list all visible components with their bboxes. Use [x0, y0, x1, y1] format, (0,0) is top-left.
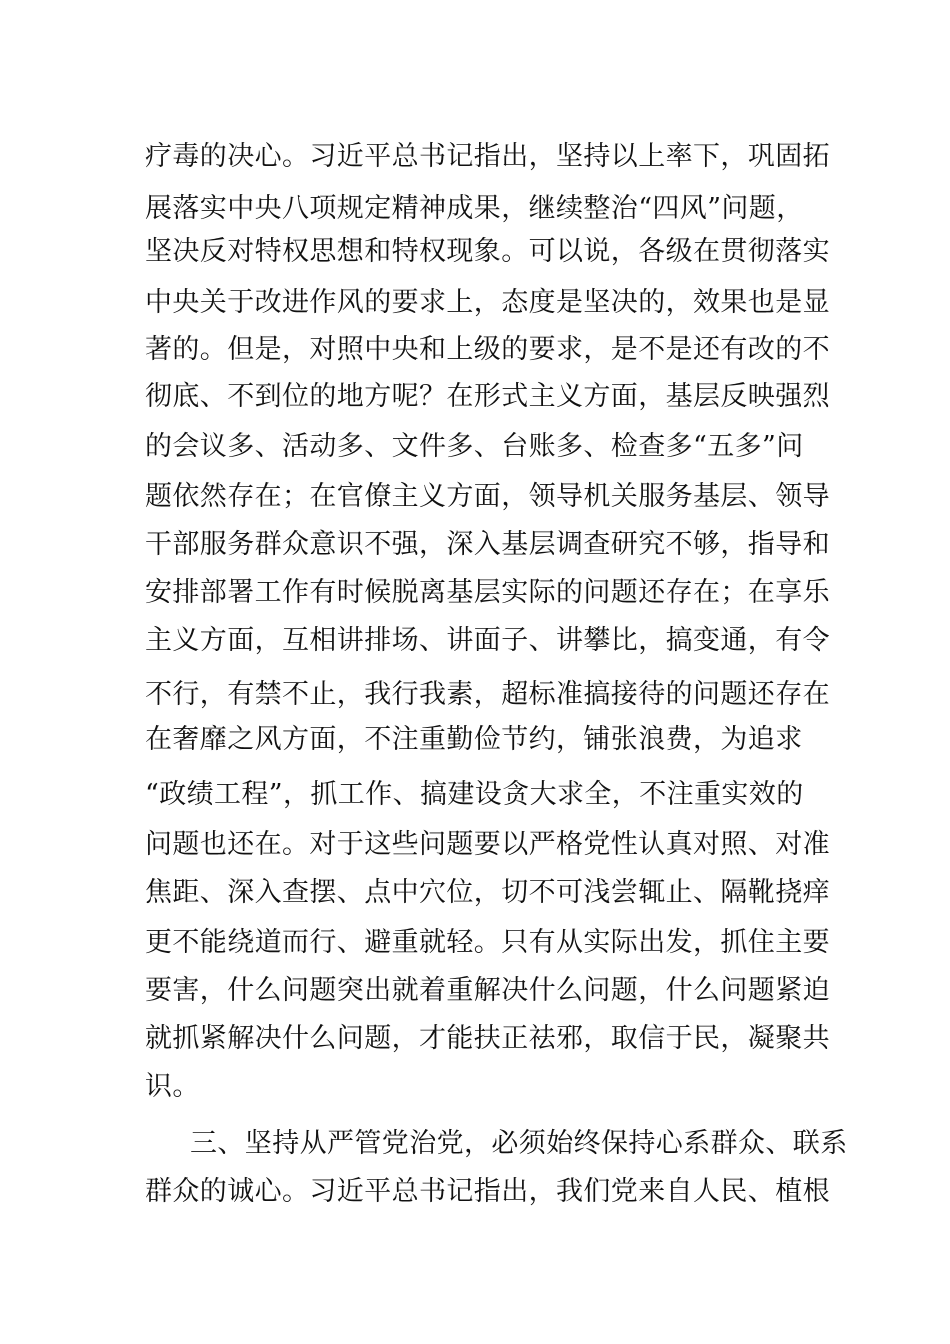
text-line: 焦距、深入查摆、点中穴位，切不可浅尝辄止、隔靴挠痒	[145, 877, 830, 908]
text-line: 中央关于改进作风的要求上，态度是坚决的，效果也是显	[145, 287, 830, 318]
text-line: 群众的诚心。习近平总书记指出，我们党来自人民、植根	[145, 1176, 830, 1207]
section-heading-line: 三、坚持从严管党治党，必须始终保持心系群众、联系	[190, 1128, 848, 1159]
text-line: 坚决反对特权思想和特权现象。可以说，各级在贯彻落实	[145, 236, 830, 267]
text-line: 问题也还在。对于这些问题要以严格党性认真对照、对准	[145, 829, 830, 860]
text-line: 展落实中央八项规定精神成果，继续整治“四风”问题，	[145, 193, 804, 224]
text-line: 彻底、不到位的地方呢？在形式主义方面，基层反映强烈	[145, 381, 830, 412]
text-line: 题依然存在；在官僚主义方面，领导机关服务基层、领导	[145, 481, 830, 512]
text-line: 不行，有禁不止，我行我素，超标准搞接待的问题还存在	[145, 679, 830, 710]
text-line: 干部服务群众意识不强，深入基层调查研究不够，指导和	[145, 529, 830, 560]
text-line: 著的。但是，对照中央和上级的要求，是不是还有改的不	[145, 334, 830, 365]
text-line: 主义方面，互相讲排场、讲面子、讲攀比，搞变通，有令	[145, 625, 830, 656]
text-line: 在奢靡之风方面，不注重勤俭节约，铺张浪费，为追求	[145, 724, 803, 755]
text-line: 安排部署工作有时候脱离基层实际的问题还存在；在享乐	[145, 577, 830, 608]
text-line: 就抓紧解决什么问题，才能扶正祛邪，取信于民，凝聚共	[145, 1023, 830, 1054]
text-line: 的会议多、活动多、文件多、台账多、检查多“五多”问	[145, 431, 804, 462]
text-line: 更不能绕道而行、避重就轻。只有从实际出发，抓住主要	[145, 927, 830, 958]
text-line: 要害，什么问题突出就着重解决什么问题，什么问题紧迫	[145, 975, 830, 1006]
text-line: “政绩工程”，抓工作、搞建设贪大求全，不注重实效的	[145, 779, 804, 810]
text-line: 疗毒的决心。习近平总书记指出，坚持以上率下，巩固拓	[145, 141, 830, 172]
text-line: 识。	[145, 1071, 200, 1102]
